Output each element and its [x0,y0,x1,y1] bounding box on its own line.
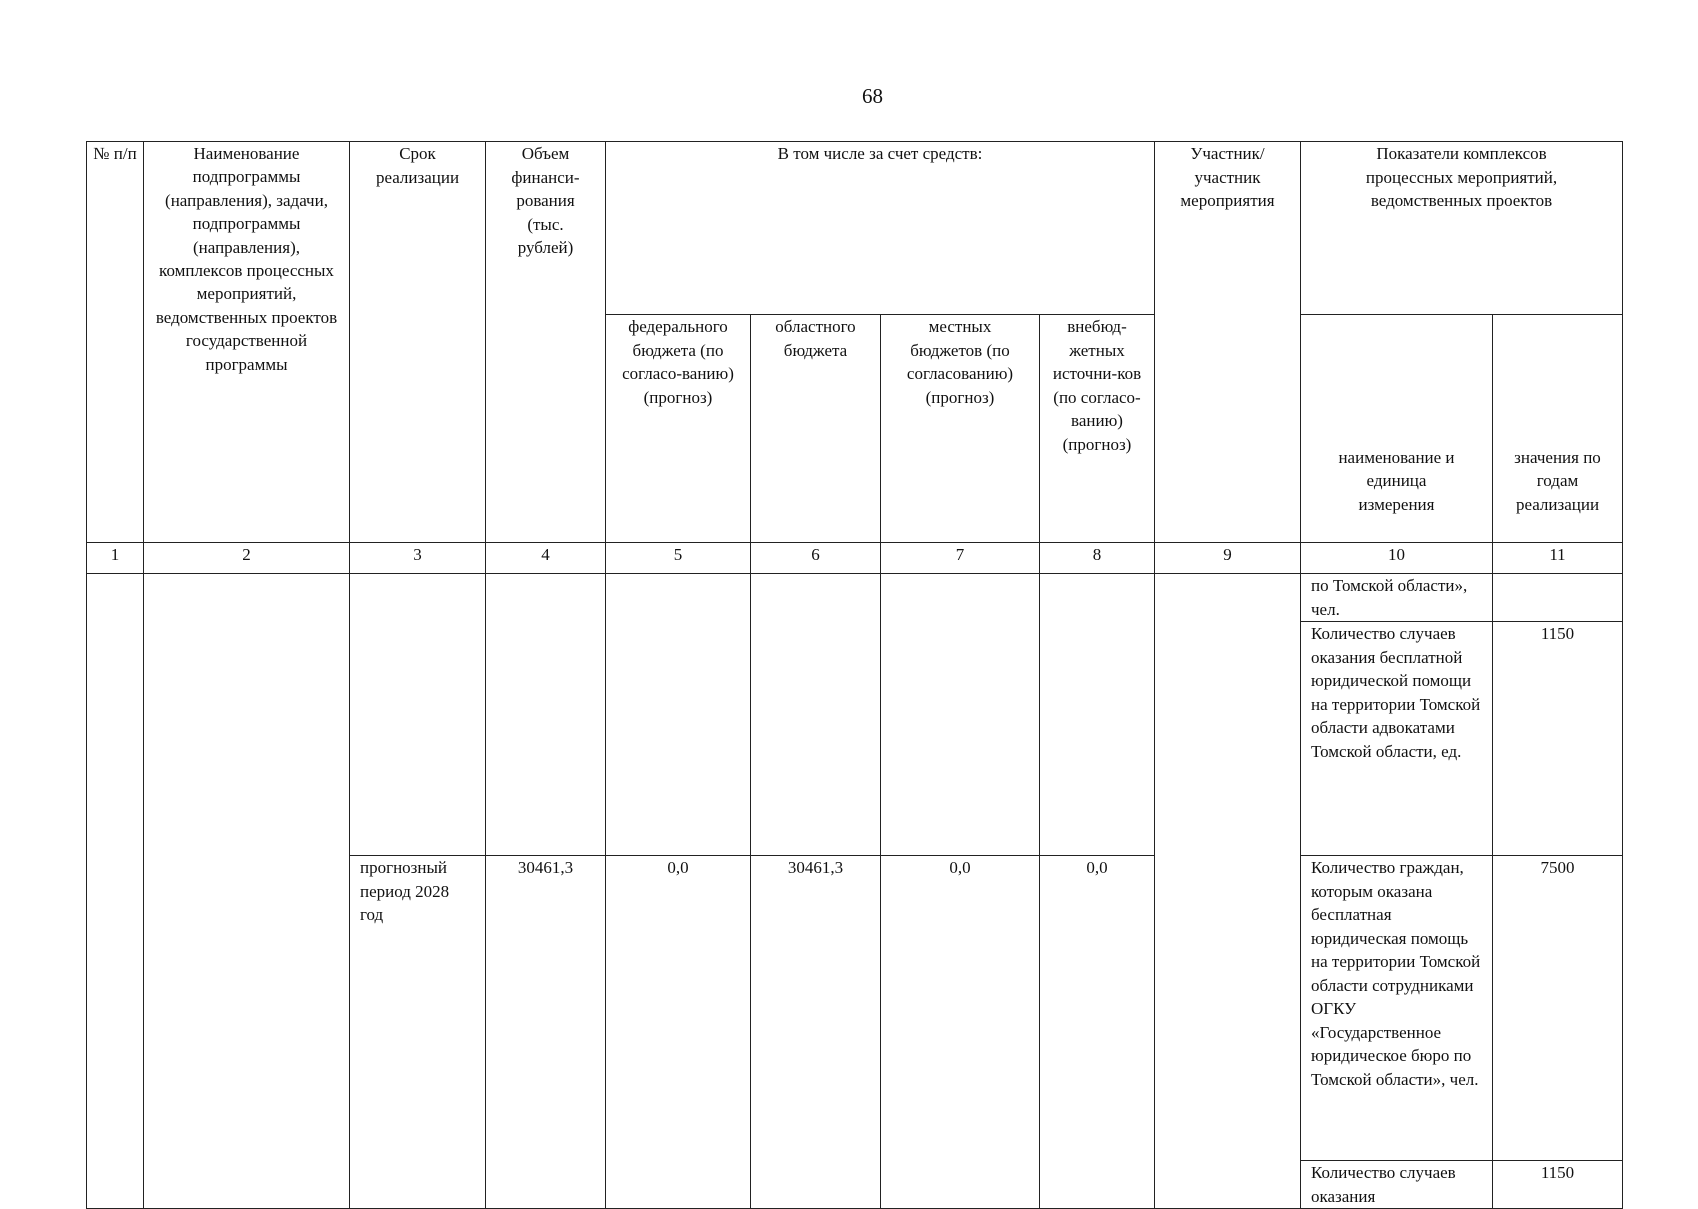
indicator-value: 1150 [1493,1161,1623,1209]
column-number: 10 [1301,543,1493,574]
local-value: 0,0 [881,856,1040,1209]
indicator-value [1493,574,1623,622]
period-text: прогнозный период 2028 год [350,856,486,1209]
cell-federal [606,574,751,856]
header-number: № п/п [87,142,144,543]
header-name: Наименование подпрограммы (направления), задачи, подпрограммы (направления), комплексов процессных мероприятий, ведомственных проектов государственной программы [144,142,350,543]
table-row [87,574,1623,622]
header-federal: федерального бюджета (по согласо-ванию) (прогноз) [606,315,751,543]
cell-extrabudget [1040,574,1155,856]
volume-value: 30461,3 [486,856,606,1209]
indicator-name: Количество случаев оказания [1301,1161,1493,1209]
column-number: 5 [606,543,751,574]
header-indicator-values: значения по годам реализации [1493,315,1623,543]
column-number: 7 [881,543,1040,574]
cell-local [881,574,1040,856]
column-number: 3 [350,543,486,574]
header-participant: Участник/ участник мероприятия [1155,142,1301,543]
indicator-name: Количество граждан, которым оказана бесплатная юридическая помощь на территории Томской области сотрудниками ОГКУ «Государственное юридическое бюро по Томской области», чел. [1301,856,1493,1161]
header-extrabudget: внебюд-жетных источни-ков (по согласо-ванию) (прогноз) [1040,315,1155,543]
program-table [86,141,1623,1209]
cell-period [350,574,486,856]
extrabudget-value: 0,0 [1040,856,1155,1209]
indicator-name: Количество случаев оказания бесплатной юридической помощи на территории Томской области адвокатами Томской области, ед. [1301,622,1493,856]
column-number: 1 [87,543,144,574]
indicator-value: 1150 [1493,622,1623,856]
column-number: 9 [1155,543,1301,574]
header-volume: Объем финанси-рования (тыс. рублей) [486,142,606,543]
federal-value: 0,0 [606,856,751,1209]
header-indicators-group: Показатели комплексов процессных мероприятий, ведомственных проектов [1301,142,1623,315]
cell-volume [486,574,606,856]
regional-value: 30461,3 [751,856,881,1209]
column-number: 11 [1493,543,1623,574]
header-period: Срок реализации [350,142,486,543]
cell-participant [1155,574,1301,1209]
header-local: местных бюджетов (по согласованию) (прогноз) [881,315,1040,543]
column-number: 2 [144,543,350,574]
column-number: 6 [751,543,881,574]
header-regional: областного бюджета [751,315,881,543]
column-number: 4 [486,543,606,574]
column-numbers-row [87,543,1623,574]
indicator-name: по Томской области», чел. [1301,574,1493,622]
indicator-value: 7500 [1493,856,1623,1161]
cell-number [87,574,144,1209]
column-number: 8 [1040,543,1155,574]
cell-regional [751,574,881,856]
header-indicator-name: наименование и единица измерения [1301,315,1493,543]
header-funding-group: В том числе за счет средств: [606,142,1155,315]
cell-name [144,574,350,1209]
page-number: 68 [862,84,883,108]
